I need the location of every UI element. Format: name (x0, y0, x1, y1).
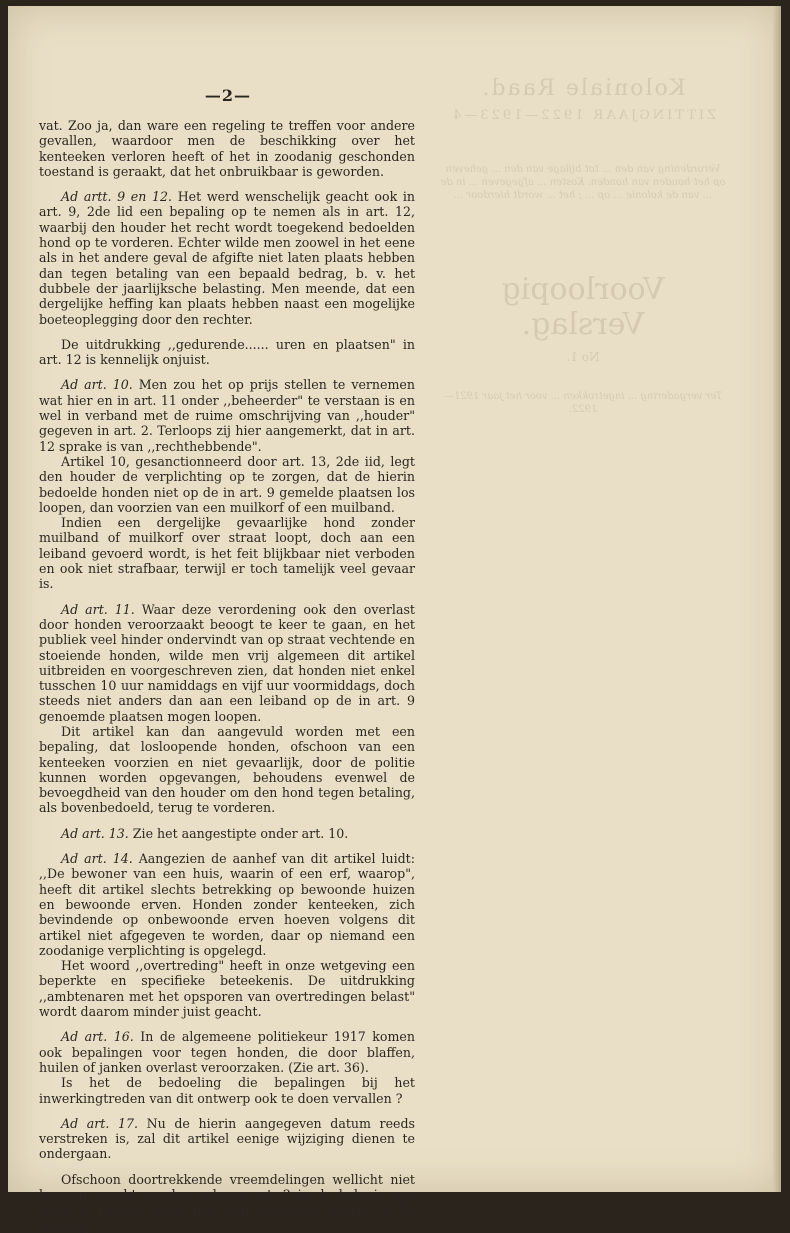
article-reference: Ad artt. 9 en 12. (61, 189, 173, 205)
body-paragraph (39, 454, 415, 515)
bleed-foot: Ter vergadering ... ingetrokken ... voor het jaar 1921—1922. (443, 391, 723, 415)
page-spine (773, 6, 781, 1192)
paragraph-text: Nu de hierin aangegeven datum reeds verstreken is, zal dit artikel eenige wijziging dienen te ondergaan. (39, 1115, 415, 1162)
article-reference: Ad art. 17. (61, 1115, 138, 1131)
paragraph-text: In de algemeene politiekeur 1917 komen ook bepalingen voor tegen honden, die door blaffen, huilen of janken overlast veroorzaken. (Zie art. 36). (39, 1029, 415, 1075)
bleed-heading: Voorloopig Verslag. (501, 272, 665, 342)
paragraph-text: Ofschoon doortrekkende vreemdelingen wellicht niet kunnen geacht worden volgens art. 2 in de kolonie een hond te houden werd het toch raadzaam geacht in dit ontwerp (39, 1171, 415, 1233)
body-paragraph (39, 1116, 415, 1162)
article-reference: Ad art. 14. (61, 851, 133, 867)
body-paragraph (39, 377, 415, 453)
bleed-text: Verordening van den ... tot bijlage van den ... geheven op het houden van honden. Kosten ... afgegeven ... in de ... van de kolonie ... op ... ; het ... wordt hierdoor ... (440, 164, 726, 201)
bleed-through-text (438, 76, 728, 416)
article-reference: Ad art. 11. (61, 601, 135, 617)
body-paragraph (39, 189, 415, 327)
paragraph-text: Zie het aangestipte onder art. 10. (128, 825, 349, 841)
article-reference: Ad art. 10. (61, 377, 133, 393)
bleed-title: Koloniale Raad. (480, 76, 686, 101)
body-paragraph (39, 515, 415, 591)
paragraph-text: Het woord ,,overtreding" heeft in onze wetgeving een beperkte en specifieke beteekenis. De uitdrukking ,,ambtenaren met het opsporen van overtredingen belast" wordt daarom minder juist geacht. (39, 958, 415, 1020)
paragraph-text: Is het de bedoeling die bepalingen bij het inwerkingtreden van dit ontwerp ook te doen vervallen ? (39, 1075, 415, 1106)
paragraph-text: Men zou het op prijs stellen te vernemen wat hier en in art. 11 onder ,,beheerder" te verstaan is en wel in verband met de ruime omschrijving van ,,houder" gegeven in art. 2. Terloops zij hier aangemerkt, dat in art. 12 sprake is van ,,rechthebbende". (39, 377, 415, 454)
body-paragraph (39, 724, 415, 816)
bleed-number: No 1. (566, 350, 600, 364)
body-paragraph (39, 1075, 415, 1106)
body-paragraph (39, 602, 415, 724)
paragraph-text: Waar deze verordening ook den overlast door honden veroorzaakt beoogt te keer te gaan, en het publiek veel hinder ondervindt van op straat vechtende en stoeiende honden, wilde men vrij algemeen dit artikel uitbreiden en voorgeschreven zien, dat honden niet enkel tusschen 10 uur namiddags en vijf uur voormiddags, doch steeds niet anders dan aan een leiband op de in art. 9 genoemde plaatsen mogen loopen. (39, 601, 415, 724)
body-paragraph (39, 958, 415, 1019)
article-reference: Ad art. 16. (61, 1029, 134, 1045)
body-paragraph (39, 826, 415, 841)
article-reference: Ad art. 13. (61, 825, 129, 841)
body-paragraph (39, 118, 415, 179)
bleed-subtitle: ZITTINGJAAR 1922—1923—4 (450, 108, 716, 123)
body-paragraph (39, 337, 415, 368)
document-page (8, 6, 781, 1233)
paragraph-text: vat. Zoo ja, dan ware een regeling te treffen voor andere gevallen, waardoor men de beschikking over het kenteeken verloren heeft of het in zoodanig geschonden toestand is geraakt, dat het onbruikbaar is geworden. (39, 118, 415, 179)
body-paragraph (39, 1172, 415, 1233)
page-number: —2— (204, 86, 252, 105)
paragraph-text: De uitdrukking ,,gedurende...... uren en plaatsen" in art. 12 is kennelijk onjuist. (39, 336, 415, 368)
paragraph-text: Het werd wenschelijk geacht ook in art. 9, 2de lid een bepaling op te nemen als in art. 12, waarbij den houder het recht wordt toegekend bedoelden hond op te vorderen. Echter wilde men zoowel in het eene als in het andere geval de afgifte niet laten plaats hebben dan tegen betaling van een bepaald bedrag, b. v. het dubbele der jaarlijksche belasting. Men meende, dat een dergelijke heffing kan plaats hebben naast een mogelijke boeteoplegging door den rechter. (39, 189, 415, 327)
paragraph-text: Artikel 10, gesanctionneerd door art. 13, 2de iid, legt den houder de verplichting op te zorgen, dat de hierin bedoelde honden niet op de in art. 9 gemelde plaatsen los loopen, dan voorzien van een muilkorf of een muilband. (39, 453, 415, 515)
paragraph-text: Indien een dergelijke gevaarlijke hond zonder muilband of muilkorf over straat loopt, doch aan een leiband gevoerd wordt, is het feit blijkbaar niet verboden en ook niet strafbaar, terwijl er toch tamelijk veel gevaar is. (39, 515, 415, 592)
paragraph-text: Dit artikel kan dan aangevuld worden met een bepaling, dat losloopende honden, ofschoon van een kenteeken voorzien en niet gevaarlijk, door de politie kunnen worden opgevangen, behoudens evenwel de bevoegdheid van den houder om den hond tegen betaling, als bovenbedoeld, terug te vorderen. (39, 723, 415, 816)
paragraph-text: Aangezien de aanhef van dit artikel luidt: ,,De bewoner van een huis, waarin of een erf, waarop", heeft dit artikel slechts betrekking op bewoonde huizen en bewoonde erven. Honden zonder kenteeken, zich bevindende op onbewoonde erven hoeven volgens dit artikel niet afgegeven te worden, daar op niemand een zoodanige verplichting is opgelegd. (39, 851, 415, 958)
body-paragraph (39, 1029, 415, 1075)
body-column (39, 118, 415, 1233)
body-paragraph (39, 851, 415, 958)
